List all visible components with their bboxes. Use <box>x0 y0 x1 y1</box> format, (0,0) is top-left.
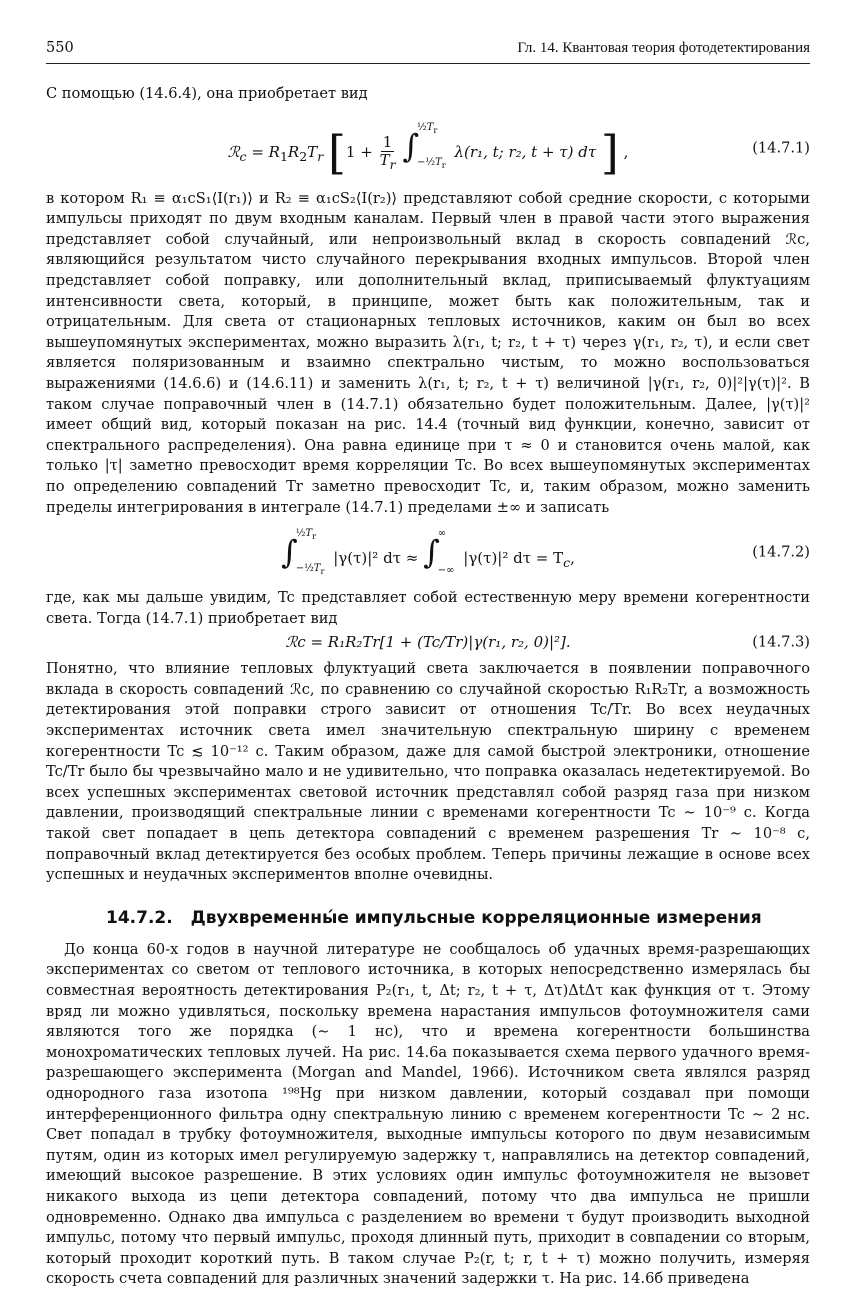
page-number: 550 <box>46 40 74 56</box>
paragraph-4: До конца 60-х годов в научной литературе не сообщалось об удачных время-разрешающих экспериментах со светом от теплового источника, в которых непосредственно измерялась бы совместная вероятность детектирования P₂(r₁, t, Δt; r₂, t + τ, Δτ)ΔtΔτ как функция от τ. Этому вряд ли можно удивляться, поскольку времена нарастания импульсов фотоумножителя сами являются того же порядка (∼ 1 нс), что и времена когерентности большинства монохроматических тепловых лучей. На рис. 14.6а показывается схема первого удачного время-разрешающего эксперимента (Morgan and Mandel, 1966). Источником света являлся разряд однородного газа изотопа ¹⁹⁸Hg при низком давлении, который создавал при помощи интерференционного фильтра одну спектральную линию с временем когерентности Tc ∼ 2 нс. Свет попадал в трубку фотоумножителя, выходные импульсы которого по двум независимым путям, один из которых имел регулируемую задержку τ, направлялись на детектор совпадений, имеющий высокое разрешение. В этих условиях один импульс фотоумножителя не вызовет никакого выхода из цепи детектора совпадений, потому что два импульса не пришли одновременно. Однако два импульса с разделением во времени τ будут производить выходной импульс, потому что первый импульс, проходя длинный путь, приходит в совпадении со вторым, который проходит короткий путь. В таком случае P₂(r, t; r, t + τ) можно получить, измеряя скорость счета совпадений для различных значений задержки τ. На рис. 14.6б приведена <box>46 940 810 1288</box>
eq3-number: (14.7.3) <box>752 633 810 651</box>
section-number: 14.7.2. <box>106 907 173 928</box>
eq2-number: (14.7.2) <box>752 543 810 561</box>
eq1-number: (14.7.1) <box>752 139 810 157</box>
paragraph-2: где, как мы дальше увидим, Tc представляет собой естественную меру времени когерентности света. Тогда (14.7.1) приобретает вид <box>46 589 810 627</box>
paragraph-3: Понятно, что влияние тепловых флуктуаций света заключается в появлении поправочного вклада в скорость совпадений ℛc, по сравнению со случайной скоростью R₁R₂Tr, а возможность детектирования этой поправки строго зависит от отношения Tc/Tr. Во всех неудачных экспериментах источник света имел значительную спектральную ширину с временем когерентности Tc ≲ 10⁻¹² с. Таким образом, даже для самой быстрой электроники, отношение Tc/Tr было бы чрезвычайно мало и не удивительно, что поправка оказалась недетектируемой. Во всех успешных экспериментах световой источник представлял собой разряд газа при низком давлении, производящий спектральные линии с временами когерентности Tc ∼ 10⁻⁹ с. Когда такой свет попадает в цепь детектора совпадений с временем разрешения Tr ∼ 10⁻⁸ с, поправочный вклад детектируется без особых проблем. Теперь причины лежащие в основе всех успешных и неудачных экспериментов вполне очевидны. <box>46 660 810 884</box>
equation-14-7-3 <box>46 629 810 655</box>
eq2-formula: ∫ $\frac{1}{2}T_r$ $-\frac{1}{2}T_r$ |γ(τ)|² dτ ≈ ∫ ∞ −∞ |γ(τ)|² $d\tau = T_c$, <box>281 528 575 577</box>
eq3-formula: ℛc = R₁R₂Tr[1 + (Tc/Tr)|γ(r₁, r₂, 0)|²]. <box>285 633 571 652</box>
eq1-integrand: λ(r₁, t; r₂, t + τ) dτ <box>454 142 597 161</box>
equation-14-7-2 <box>46 520 810 584</box>
running-header <box>46 40 810 57</box>
eq1-formula: ℛ$_c$ = $R_1R_2T_r$ [1 + $\frac{1}{T_r}$ ∫ $\frac{1}{2}T_r$ $-\frac{1}{2}T_r$ λ(r₁, t; r₂, t + τ) dτ ] , <box>227 121 629 180</box>
section-heading <box>106 908 810 928</box>
eq2-left: |γ(τ)|² dτ ≈ <box>333 549 419 568</box>
intro-line: С помощью (14.6.4), она приобретает вид <box>46 85 368 102</box>
chapter-title: Гл. 14. Квантовая теория фотодетектирования <box>517 40 810 56</box>
eq2-right: |γ(τ)|² dτ = T <box>463 549 564 568</box>
page <box>46 40 810 1290</box>
paragraph-1: в котором R₁ ≡ α₁cS₁⟨I(r₁)⟩ и R₂ ≡ α₁cS₂⟨I(r₂)⟩ представляют собой средние скорости, с которыми импульсы приходят по двум входным каналам. Первый член в правой части этого выражения представляет собой случайный, или непроизвольный вклад в скорость совпадений ℛc, являющийся результатом чисто случайного перекрывания входных импульсов. Второй член представляет собой поправку, или дополнительный вклад, приписываемый флуктуациям интенсивности света, который, в принципе, может быть как положительным, так и отрицательным. Для света от стационарных тепловых источников, каким он был во всех вышеупомянутых экспериментах, можно выразить λ(r₁, t; r₂, t + τ) через γ(r₁, r₂, τ), и если свет является поляризованным и взаимно спектрально чистым, то можно воспользоваться выражениями (14.6.6) и (14.6.11) и заменить λ(r₁, t; r₂, t + τ) величиной |γ(r₁, r₂, 0)|²|γ(τ)|². В таком случае поправочный член в (14.7.1) обязательно будет положительным. Далее, |γ(τ)|² имеет общий вид, который показан на рис. 14.4 (точный вид функции, конечно, зависит от спектрального распределения). Она равна единице при τ ≈ 0 и становится очень малой, как только |τ| заметно превосходит время корреляции Tc. Во всех вышеупомянутых экспериментах по определению совпадений Tr заметно превосходит Tc, и, таким образом, можно заменить пределы интегрирования в интеграле (14.7.1) пределами ±∞ и записать <box>46 189 810 516</box>
equation-14-7-1 <box>46 109 810 187</box>
header-rule <box>46 63 810 64</box>
section-title: Двухвременны́е импульсные корреляционные измерения <box>190 907 762 928</box>
